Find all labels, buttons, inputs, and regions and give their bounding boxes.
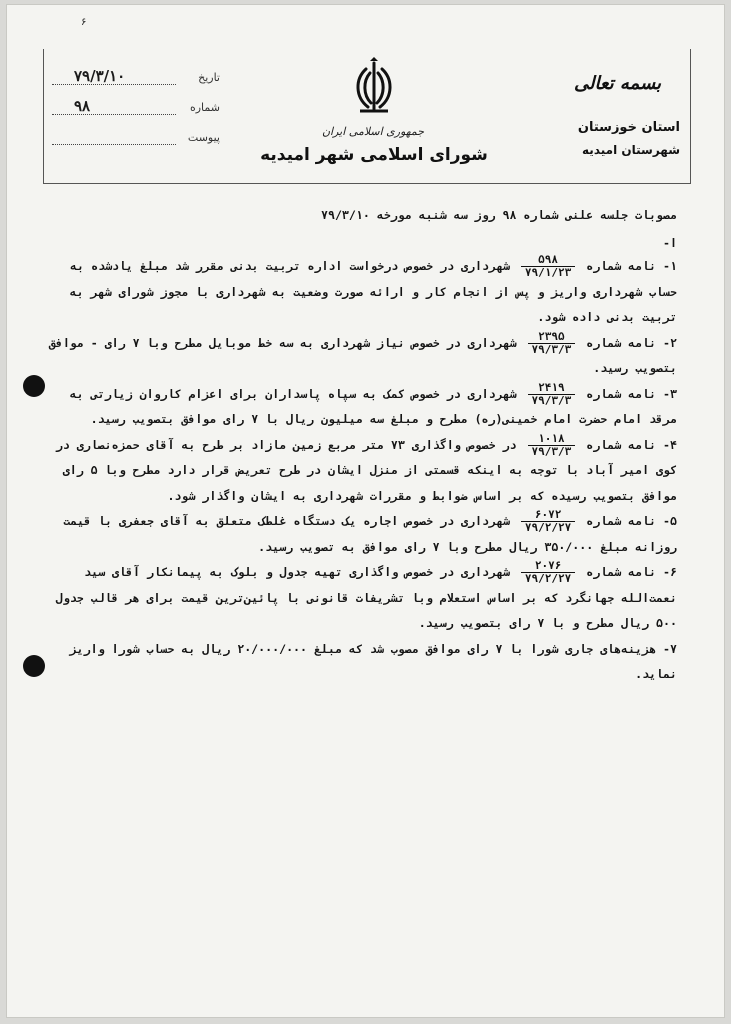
number-label: شماره [189, 101, 220, 114]
item-text: شهرداری در خصوص درخواست اداره تربیت بدنی مقرر شد مبلغ یادشده به حساب شهرداری واریز و پس از انجام کار و ارائه صورت وضعیت به شهرداری با مجوز شورای شهر به تربیت بدنی داده شود. [69, 259, 677, 324]
attachment-row [52, 129, 220, 149]
issuer-block [560, 73, 680, 157]
republic-caption: جمهوری اسلامی ایران [321, 125, 425, 138]
item-prefix: ۲- نامه شماره [586, 335, 677, 350]
letter-date: ۷۹/۲/۲۷ [524, 572, 572, 585]
letter-number: ۲۰۷۶ [521, 560, 575, 573]
letter-date: ۷۹/۳/۳ [531, 444, 572, 458]
letter-date: ۷۹/۲/۲۷ [524, 521, 572, 534]
number-value: ۹۸ [74, 97, 91, 115]
letter-date: ۷۹/۳/۳ [531, 393, 572, 407]
letter-date: ۷۹/۳/۳ [531, 342, 572, 356]
item-text: شهرداری در خصوص کمک به سپاه پاسداران برای اعزام کاروان زیارتی به مرقد امام حضرت امام خمینی(ره) مطرح و مبلغ سه میلیون ریال با ۷ رای موافق بتصویب رسید. [69, 386, 677, 426]
resolution-item-2 [47, 331, 677, 382]
item-prefix: ۳- نامه شماره [586, 386, 677, 401]
resolutions-subject: مصوبات جلسه علنی شماره ۹۸ روز سه شنبه مورخه ۷۹/۳/۱۰ [320, 208, 677, 222]
resolution-item-4 [47, 433, 677, 510]
item-prefix: ۴- نامه شماره [586, 437, 677, 452]
letter-number-fraction [528, 433, 576, 458]
letter-number: ۲۳۹۵ [528, 331, 576, 344]
letter-number: ۵۹۸ [521, 254, 575, 267]
date-value: ۷۹/۳/۱۰ [74, 67, 126, 85]
attachment-label: پیوست [187, 131, 220, 144]
county-name: شهرستان امیدیه [582, 143, 680, 157]
date-label: تاریخ [198, 71, 220, 84]
letter-number-fraction [528, 382, 576, 407]
resolution-item-3 [47, 382, 677, 433]
item-text: شهرداری در خصوص اجاره یک دستگاه غلطک متعلق به آقای جعفری با قیمت روزانه مبلغ ۳۵۰/۰۰۰ ریال مطرح وبا ۷ رای موافق به تصویب رسید. [63, 514, 677, 554]
letter-number-fraction [521, 560, 575, 585]
letter-number: ۱۰۱۸ [528, 433, 576, 446]
province-name: استان خوزستان [577, 120, 680, 135]
number-row [52, 99, 220, 119]
item-prefix: ۵- نامه شماره [586, 514, 677, 528]
resolution-item-7 [47, 637, 677, 688]
document-page [6, 4, 725, 1018]
resolution-item-6 [47, 560, 677, 637]
date-row [52, 69, 220, 89]
letterhead [43, 49, 691, 184]
item-text: ۷- هزینه‌های جاری شورا با ۷ رای موافق مصوب شد که مبلغ ۲۰/۰۰۰/۰۰۰ ریال به حساب شورا واریز نماید. [69, 641, 677, 681]
resolution-item-5 [47, 509, 677, 560]
resolution-item-1 [47, 254, 677, 331]
index-mark: ا- [663, 235, 677, 250]
letter-number-fraction [528, 331, 576, 356]
punch-hole-bottom [23, 655, 45, 677]
number-dotted-line [52, 114, 176, 115]
item-text: در خصوص واگذاری ۷۳ متر مربع زمین مازاد بر طرح به آقای حمزه‌نصاری در کوی امیر آباد با توجه به اینکه قسمتی از منزل ایشان در طرح تعریض قرار دارد مطرح وبا ۵ رای موافق بتصویب رسیده که بر اساس ضوابط و مقررات شهرداری به ایشان واگذار شود. [55, 437, 677, 503]
letter-date: ۷۹/۱/۲۳ [524, 266, 572, 279]
punch-hole-top [23, 375, 45, 397]
item-prefix: ۶- نامه شماره [586, 565, 677, 579]
item-text: شهرداری در خصوص نیاز شهرداری به سه خط موبایل مطرح وبا ۷ رای - موافق بتصویب رسید. [48, 335, 677, 375]
resolutions-body [47, 203, 677, 688]
besmellah-heading: بسمه تعالی [574, 73, 662, 94]
letter-number: ۶۰۷۲ [521, 509, 575, 522]
letter-number: ۲۴۱۹ [528, 382, 576, 395]
attachment-dotted-line [52, 144, 176, 145]
letter-number-fraction [521, 254, 575, 279]
item-prefix: ۱- نامه شماره [586, 259, 677, 273]
letter-number-fraction [521, 509, 575, 534]
page-corner-mark: ۶ [81, 17, 87, 28]
iran-emblem-icon [350, 57, 398, 119]
council-title: شورای اسلامی شهر امیدیه [260, 145, 488, 165]
item-text: شهرداری در خصوص واگذاری تهیه جدول و بلوک به پیمانکار آقای سید نعمت‌الله جهانگرد که بر اساس استعلام وبا تشریفات قانونی با پائین‌ترین قیمت برای هر قالب جدول ۵۰۰ ریال مطرح و با ۷ رای بتصویب رسید. [55, 565, 677, 630]
